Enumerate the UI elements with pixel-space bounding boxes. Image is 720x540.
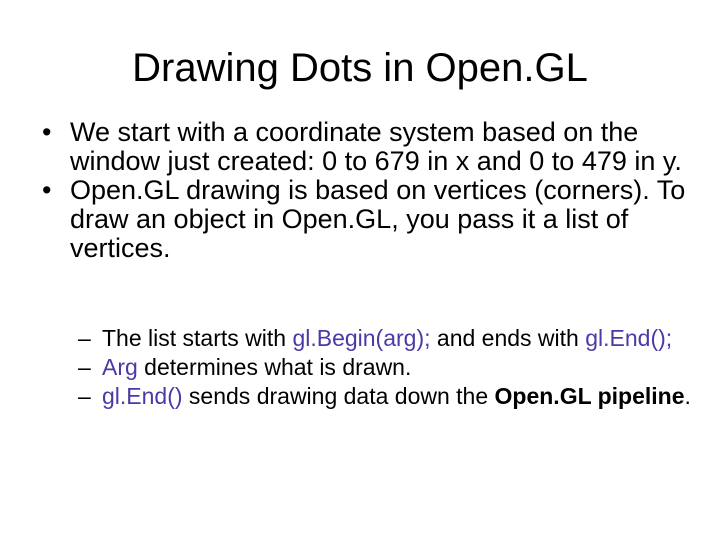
bullet-text: We start with a coordinate system based on the window just created: 0 to 679 in x and 0 to 479 in y. — [70, 117, 682, 176]
bullet-item — [42, 118, 702, 176]
sub-bullet-marker: – — [78, 354, 91, 380]
sub-bullet-marker: – — [78, 325, 91, 351]
sub-bullet-text: sends drawing data down the — [182, 383, 495, 409]
code-text: Arg — [102, 354, 138, 380]
bullet-text: Open.GL drawing is based on vertices (corners). To draw an object in Open.GL, you pass it a list of vertices. — [70, 175, 686, 263]
bullet-list — [42, 118, 702, 263]
bullet-marker: • — [42, 117, 52, 147]
sub-bullet-text: The list starts with — [102, 325, 293, 351]
slide-title: Drawing Dots in Open.GL — [132, 46, 588, 90]
sub-bullet-item — [78, 384, 698, 409]
bold-text: Open.GL pipeline — [494, 383, 685, 409]
bullet-item — [42, 176, 702, 263]
sub-bullet-text: determines what is drawn. — [137, 354, 412, 380]
bullet-marker: • — [42, 175, 52, 205]
sub-bullet-list — [78, 326, 698, 413]
sub-bullet-item — [78, 326, 698, 351]
code-text: gl.Begin(arg); — [292, 325, 431, 351]
code-text: gl.End() — [102, 383, 183, 409]
sub-bullet-text: . — [684, 383, 691, 409]
sub-bullet-item — [78, 355, 698, 380]
sub-bullet-text: and ends with — [430, 325, 586, 351]
code-text: gl.End(); — [585, 325, 673, 351]
sub-bullet-marker: – — [78, 383, 91, 409]
